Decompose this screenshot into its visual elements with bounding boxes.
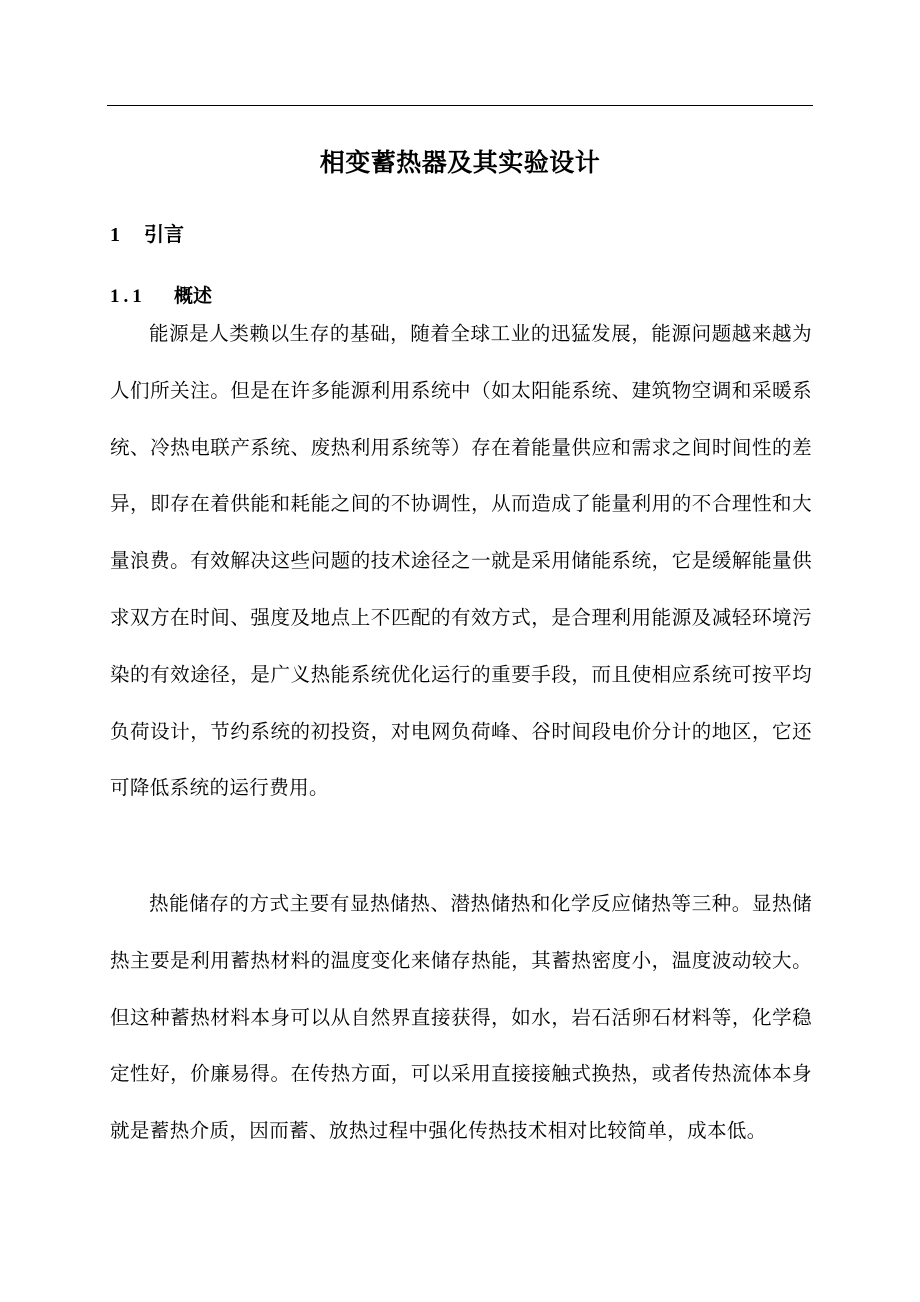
section-heading-1: [110, 218, 184, 247]
document-title: 相变蓄热器及其实验设计: [319, 148, 601, 177]
header-rule: [107, 105, 813, 106]
section-number: 1.1: [110, 286, 146, 307]
section-title: 引言: [144, 222, 184, 246]
paragraph-2: 热能储存的方式主要有显热储热、潜热储热和化学反应储热等三种。显热储热主要是利用蓄热材料的温度变化来储存热能，其蓄热密度小，温度波动较大。但这种蓄热材料本身可以从自然界直接获得，如水，岩石活卵石材料等，化学稳定性好，价廉易得。在传热方面，可以采用直接接触式换热，或者传热流体本身就是蓄热介质，因而蓄、放热过程中强化传热技术相对比较简单，成本低。: [110, 892, 812, 1143]
section-heading-1-1: [110, 281, 212, 308]
section-title: 概述: [174, 285, 213, 307]
paragraph-1: 能源是人类赖以生存的基础，随着全球工业的迅猛发展，能源问题越来越为人们所关注。但是在许多能源利用系统中（如太阳能系统、建筑物空调和采暖系统、冷热电联产系统、废热利用系统等）存在着能量供应和需求之间时间性的差异，即存在着供能和耗能之间的不协调性，从而造成了能量利用的不合理性和大量浪费。有效解决这些问题的技术途径之一就是采用储能系统，它是缓解能量供求双方在时间、强度及地点上不匹配的有效方式，是合理利用能源及减轻环境污染的有效途径，是广义热能系统优化运行的重要手段，而且使相应系统可按平均负荷设计，节约系统的初投资，对电网负荷峰、谷时间段电价分计的地区，它还可降低系统的运行费用。: [110, 322, 812, 800]
section-number: 1: [110, 224, 120, 246]
